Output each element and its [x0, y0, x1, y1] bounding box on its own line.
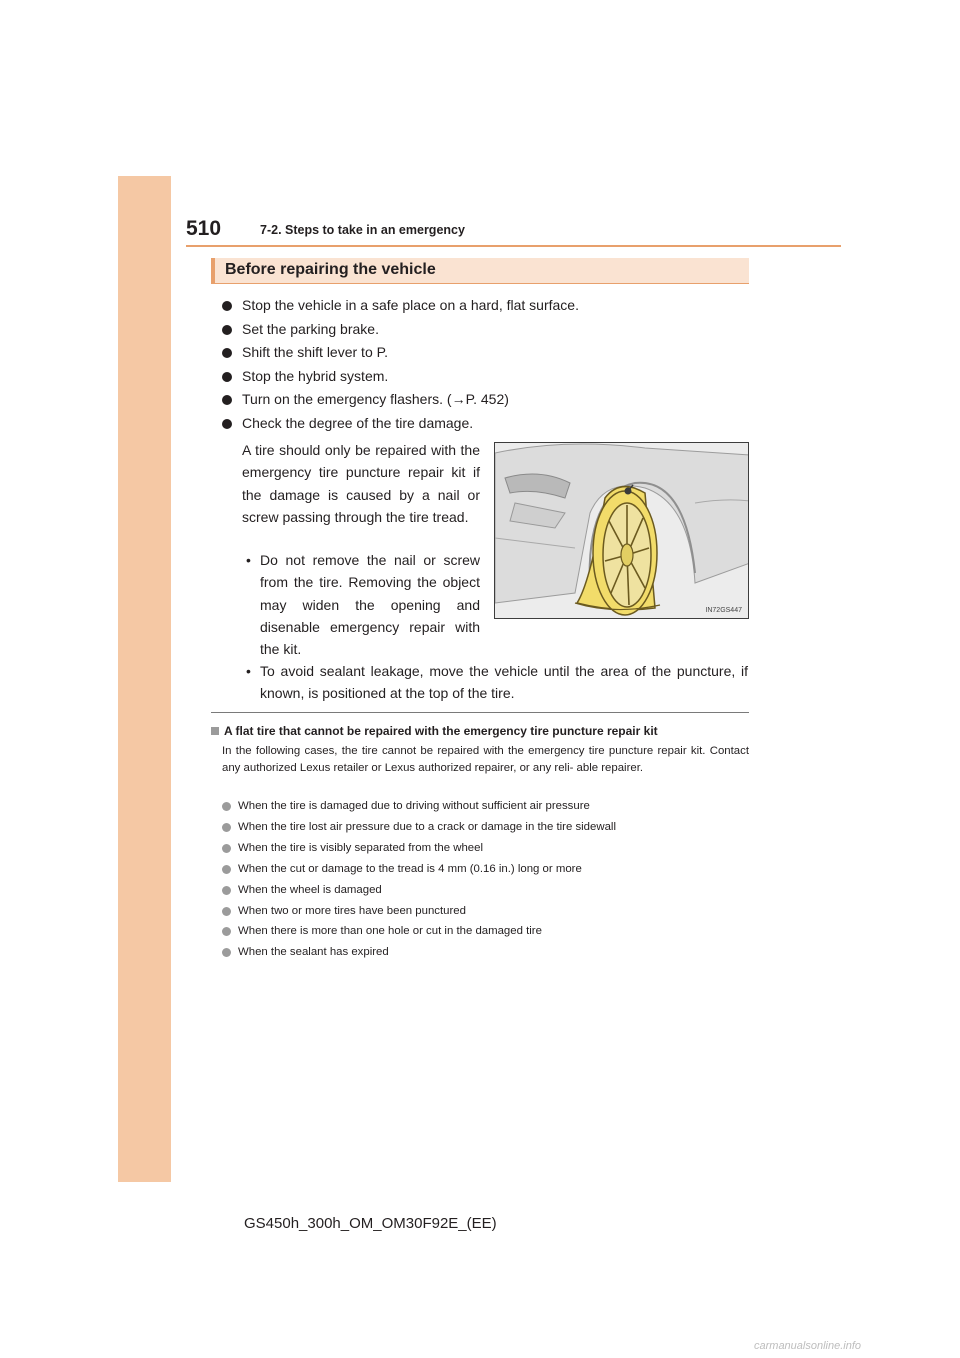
step-item: Stop the vehicle in a safe place on a hard, flat surface. — [222, 294, 752, 318]
watermark: carmanualsonline.info — [754, 1340, 862, 1352]
steps-list — [222, 294, 752, 435]
bullet-icon — [222, 802, 231, 811]
page-header — [186, 217, 841, 247]
step-item: Set the parking brake. — [222, 318, 752, 342]
tire-illustration — [494, 442, 749, 619]
car-wheel-drawing — [495, 443, 749, 619]
section-title-text: Before repairing the vehicle — [225, 261, 436, 278]
info-body: In the following cases, the tire cannot be repaired with the emergency tire puncture repair kit. Contact any authorized Lexus retailer or Lexus authorized repairer, or any reli- able repairer. — [222, 745, 749, 774]
bullet-icon — [222, 395, 232, 405]
note-item: • To avoid sealant leakage, move the vehicle until the area of the puncture, if known, is positioned at the top of the tire. — [246, 663, 748, 702]
condition-item: When the sealant has expired — [222, 942, 749, 963]
bullet-icon — [222, 325, 232, 335]
chapter-sidebar-tab — [118, 176, 171, 1182]
bullet-icon — [222, 844, 231, 853]
condition-item: When the tire is damaged due to driving without sufficient air pressure — [222, 796, 749, 817]
page-number: 510 — [186, 217, 222, 240]
condition-item: When the tire lost air pressure due to a crack or damage in the tire sidewall — [222, 817, 749, 838]
bullet-icon — [222, 348, 232, 358]
bullet-icon — [222, 301, 232, 311]
document-code: GS450h_300h_OM_OM30F92E_(EE) — [244, 1215, 497, 1232]
note-item: • Do not remove the nail or screw from the tire. Removing the object may widen the opening and disenable emergency repair with the kit. — [246, 552, 480, 658]
bullet-icon — [222, 372, 232, 382]
bullet-icon — [222, 865, 231, 874]
bullet-icon — [222, 886, 231, 895]
condition-item: When two or more tires have been punctured — [222, 901, 749, 922]
info-heading: A flat tire that cannot be repaired with the emergency tire puncture repair kit — [211, 723, 751, 739]
step-item: Turn on the emergency flashers. (→P. 452) — [222, 388, 752, 412]
damage-paragraph: A tire should only be repaired with the emergency tire puncture repair kit if the damage is caused by a nail or screw passing through the tire tread. — [242, 442, 480, 525]
step-item: Shift the shift lever to P. — [222, 341, 752, 365]
figure-code: IN72GS447 — [705, 607, 742, 614]
condition-item: When the wheel is damaged — [222, 880, 749, 901]
square-bullet-icon — [211, 727, 219, 735]
bullet-icon — [222, 419, 232, 429]
bullet-icon — [222, 907, 231, 916]
condition-item: When the tire is visibly separated from the wheel — [222, 838, 749, 859]
chapter-title: 7-2. Steps to take in an emergency — [260, 223, 465, 237]
bullet-icon — [222, 948, 231, 957]
step-item: Check the degree of the tire damage. — [222, 412, 752, 436]
conditions-list — [222, 796, 749, 963]
bullet-icon — [222, 927, 231, 936]
condition-item: When the cut or damage to the tread is 4 mm (0.16 in.) long or more — [222, 859, 749, 880]
step-item: Stop the hybrid system. — [222, 365, 752, 389]
bullet-icon — [222, 823, 231, 832]
section-divider — [211, 712, 749, 713]
section-title — [211, 258, 749, 284]
condition-item: When there is more than one hole or cut in the damaged tire — [222, 921, 749, 942]
